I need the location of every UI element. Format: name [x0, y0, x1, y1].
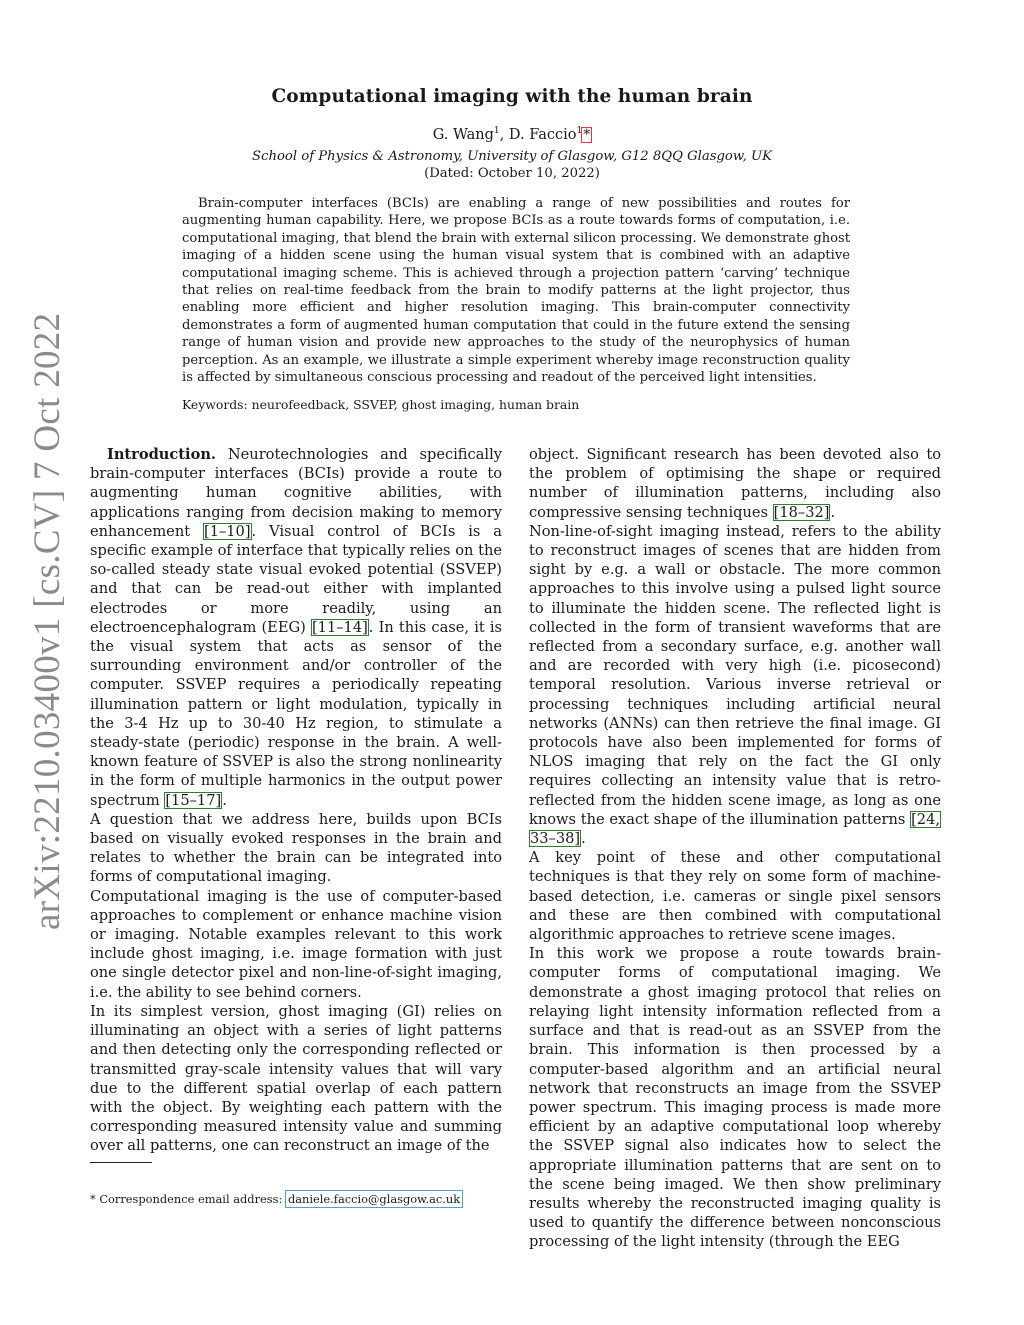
- arxiv-watermark: arXiv:2210.03400v1 [cs.CV] 7 Oct 2022: [27, 312, 68, 930]
- body-paragraph: [529, 445, 941, 522]
- citation-link[interactable]: [1–10]: [204, 522, 251, 540]
- citation-link[interactable]: [18–32]: [773, 503, 830, 521]
- intro-paragraph: [90, 445, 502, 810]
- affiliation: School of Physics & Astronomy, University of Glasgow, G12 8QQ Glasgow, UK: [252, 149, 772, 164]
- paragraph-text: .: [830, 503, 836, 521]
- author-wang: G. Wang: [432, 126, 494, 143]
- paragraph-text: Non-line-of-sight imaging instead, refers to the ability to reconstruct images of scenes that are hidden from sight by e.g. a wall or obstacle. The more common approaches to this involve using a pulsed light source to illuminate the hidden scene. The reflected light is collected in the form of transient waveforms that are reflected from a secondary surface, e.g. another wall and are recorded with very high (i.e. picosecond) temporal resolution. Various inverse retrieval or processing techniques including artificial neural networks (ANNs) can then retrieve the final image. GI protocols have also been implemented for forms of NLOS imaging that rely on the fact the GI only requires collecting an intensity value that is retro-reflected from the hidden scene image, as long as one knows the exact shape of the illumination patterns: [529, 522, 941, 828]
- abstract: Brain-computer interfaces (BCIs) are enabling a range of new possibilities and routes for augmenting human capability. Here, we propose BCIs as a route towards forms of computation, i.e. computational imaging, that blend the brain with external silicon processing. We demonstrate ghost imaging of a hidden scene using the human visual system that is combined with an adaptive computational imaging scheme. This is achieved through a projection pattern ‘carving’ technique that relies on real-time feedback from the brain to modify patterns at the light projector, thus enabling more efficient and higher resolution imaging. This brain-computer connectivity demonstrates a form of augmented human computation that could in the future extend the sensing range of human vision and provide new approaches to the study of the neurophysics of human perception. As an example, we illustrate a simple experiment whereby image reconstruction quality is affected by simultaneous conscious processing and readout of the perceived light intensities.: [182, 196, 850, 386]
- paragraph-text: . In this case, it is the visual system that acts as sensor of the surrounding environment and/or controller of the computer. SSVEP requires a periodically repeating illumination pattern or light modulation, typically in the 3-4 Hz up to 30-40 Hz region, to stimulate a steady-state (periodic) response in the brain. A well-known feature of SSVEP is also the strong nonlinearity in the form of multiple harmonics in the output power spectrum: [90, 618, 503, 809]
- affiliation-mark: 1: [493, 126, 500, 136]
- section-heading-introduction: Introduction.: [107, 446, 217, 463]
- body-paragraph: In this work we propose a route towards brain-computer forms of computational imaging. We demonstrate a ghost imaging protocol that relies on relaying light intensity information reflected from a surface and that is read-out as an SSVEP from the brain. This information is then processed by a computer-based algorithm and an artificial neural network that reconstructs an image from the SSVEP power spectrum. This imaging process is made more efficient by an adaptive computational loop whereby the SSVEP signal also indicates how to select the appropriate illumination patterns that are sent on to the scene being imaged. We then show preliminary results whereby the reconstructed imaging quality is used to quantify the difference between nonconscious processing of the light intensity (through the EEG: [529, 945, 941, 1251]
- body-paragraph: In its simplest version, ghost imaging (GI) relies on illuminating an object with a series of light patterns and then detecting only the corresponding reflected or transmitted gray-scale intensity values that will vary due to the different spatial overlap of each pattern with the object. By weighting each pattern with the corresponding measured intensity value and summing over all patterns, one can reconstruct an image of the: [90, 1002, 502, 1155]
- date-line: (Dated: October 10, 2022): [424, 166, 600, 181]
- left-column: [90, 445, 502, 1156]
- paragraph-text: Neurotechnologies and specifically brain-computer interfaces (BCIs) provide a route to augmenting human cognitive abilities, with applications ranging from decision making to memory enhancement: [90, 446, 502, 540]
- footnote-divider: [90, 1162, 152, 1163]
- footnote-text: Correspondence email address:: [99, 1192, 286, 1206]
- citation-link[interactable]: [24,: [911, 810, 940, 828]
- author-faccio: , D. Faccio: [499, 126, 577, 143]
- email-link[interactable]: daniele.faccio@glasgow.ac.uk: [287, 1192, 461, 1206]
- paragraph-text: object. Significant research has been devoted also to the problem of optimising the shape or required number of illumination patterns, including also compressive sensing techniques: [529, 446, 941, 521]
- body-paragraph: A key point of these and other computational techniques is that they rely on some form of machine-based detection, i.e. cameras or single pixel sensors and these are then combined with computational algorithmic approaches to retrieve scene images.: [529, 849, 941, 944]
- affiliation-mark: 1: [576, 126, 583, 136]
- body-paragraph: A question that we address here, builds upon BCIs based on visually evoked responses in the brain and relates to whether the brain can be integrated into forms of computational imaging.: [90, 810, 502, 886]
- citation-link[interactable]: 33–38]: [530, 830, 581, 848]
- corresponding-author-link[interactable]: *: [583, 126, 591, 143]
- keywords: Keywords: neurofeedback, SSVEP, ghost imaging, human brain: [182, 397, 580, 412]
- right-column: [529, 445, 941, 1252]
- paper-title: Computational imaging with the human brain: [271, 86, 753, 107]
- citation-link[interactable]: [11–14]: [311, 618, 368, 636]
- footnote-mark: *: [90, 1192, 96, 1206]
- paragraph-text: .: [222, 791, 227, 809]
- body-paragraph: Computational imaging is the use of computer-based approaches to complement or enhance machine vision or imaging. Notable examples relevant to this work include ghost imaging, i.e. image formation with just one single detector pixel and non-line-of-sight imaging, i.e. the ability to see behind corners.: [90, 887, 502, 1001]
- body-paragraph: [529, 522, 941, 848]
- footnote: [90, 1192, 462, 1206]
- citation-link[interactable]: [15–17]: [165, 791, 222, 809]
- paragraph-text: . Visual control of BCIs is a specific example of interface that typically relies on the so-called steady state visual evoked potential (SSVEP) and that can be read-out either with implanted electrodes or more readily, using an electroencephalogram (EEG): [90, 522, 502, 636]
- paragraph-text: .: [581, 830, 586, 848]
- author-list: [0, 126, 1024, 143]
